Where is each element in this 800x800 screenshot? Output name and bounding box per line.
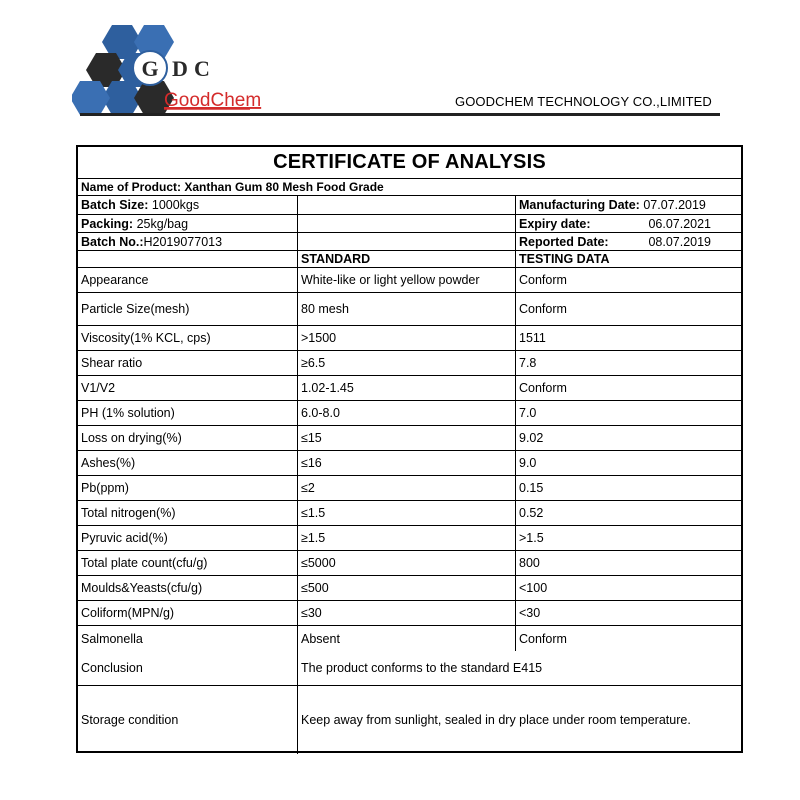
result-cell: 9.0 [519, 456, 537, 470]
item-cell: Ashes(%) [78, 451, 298, 475]
standard-cell: ≤500 [298, 576, 516, 600]
item-cell: Pb(ppm) [78, 476, 298, 500]
conclusion-text: The product conforms to the standard E415 [301, 661, 543, 675]
table-row [78, 376, 741, 401]
table-row [78, 401, 741, 426]
item-cell: Total nitrogen(%) [78, 501, 298, 525]
batch-no-label: Batch No.: [81, 234, 144, 249]
table-row [78, 501, 741, 526]
item-cell: Viscosity(1% KCL, cps) [78, 326, 298, 350]
company-logo [72, 20, 262, 115]
packing-value: 25kg/bag [136, 216, 189, 231]
result-cell: >1.5 [519, 531, 544, 545]
logo-letter-d: D [172, 56, 188, 81]
result-rows [78, 268, 741, 651]
meta-row-packing [78, 215, 741, 233]
column-header-row [78, 251, 741, 268]
empty-cell [298, 215, 516, 232]
storage-text: Keep away from sunlight, sealed in dry place under room temperature. [301, 713, 691, 727]
result-cell: 7.0 [519, 406, 537, 420]
table-row [78, 326, 741, 351]
standard-cell: ≥6.5 [298, 351, 516, 375]
batch-size-value: 1000kgs [151, 198, 200, 212]
table-row [78, 576, 741, 601]
hexagon-logo-icon [72, 20, 262, 115]
meta-row-batch-no [78, 233, 741, 251]
result-cell: 1511 [519, 331, 546, 345]
result-cell: Conform [519, 381, 567, 395]
empty-cell [298, 233, 516, 250]
table-row [78, 626, 741, 651]
reported-date-value: 08.07.2019 [648, 234, 711, 249]
standard-cell: Absent [298, 626, 516, 651]
company-name: GOODCHEM TECHNOLOGY CO.,LIMITED [455, 94, 712, 109]
packing-label: Packing: [81, 216, 134, 231]
standard-header: STANDARD [298, 251, 516, 267]
batch-size-cell [78, 196, 298, 214]
table-row [78, 526, 741, 551]
item-cell: Salmonella [78, 626, 298, 651]
product-name: Name of Product: Xanthan Gum 80 Mesh Food Grade [81, 180, 384, 194]
testing-data-header: TESTING DATA [519, 252, 610, 266]
batch-no-cell [78, 233, 298, 250]
result-cell: 0.52 [519, 506, 544, 520]
table-row [78, 426, 741, 451]
logo-letter-c: C [194, 56, 210, 81]
standard-cell: White-like or light yellow powder [298, 268, 516, 292]
standard-cell: ≤15 [298, 426, 516, 450]
standard-cell: ≤1.5 [298, 501, 516, 525]
header-divider [80, 113, 720, 116]
table-row [78, 551, 741, 576]
empty-header-cell [78, 251, 298, 267]
item-cell: V1/V2 [78, 376, 298, 400]
certificate-title: CERTIFICATE OF ANALYSIS [273, 151, 546, 173]
result-cell: 9.02 [519, 431, 544, 445]
batch-no-value: H2019077013 [143, 234, 223, 249]
table-row [78, 351, 741, 376]
batch-size-label: Batch Size: [81, 198, 149, 212]
reported-date-label: Reported Date: [519, 234, 609, 249]
logo-letter-g: G [141, 56, 159, 81]
result-cell: 800 [519, 556, 540, 570]
item-cell: Moulds&Yeasts(cfu/g) [78, 576, 298, 600]
manufacturing-date-label: Manufacturing Date: [519, 198, 640, 212]
item-cell: Loss on drying(%) [78, 426, 298, 450]
item-cell: Shear ratio [78, 351, 298, 375]
packing-cell [78, 215, 298, 232]
table-row [78, 268, 741, 293]
conclusion-label: Conclusion [78, 651, 298, 685]
standard-cell: ≥1.5 [298, 526, 516, 550]
expiry-date-value: 06.07.2021 [648, 216, 711, 231]
result-cell: Conform [519, 273, 567, 287]
item-cell: Coliform(MPN/g) [78, 601, 298, 625]
title-row [78, 147, 741, 179]
expiry-date-cell [516, 215, 741, 232]
standard-cell: 80 mesh [298, 293, 516, 325]
standard-cell: >1500 [298, 326, 516, 350]
item-cell: Pyruvic acid(%) [78, 526, 298, 550]
standard-cell: ≤30 [298, 601, 516, 625]
storage-label: Storage condition [78, 686, 298, 754]
standard-cell: 1.02-1.45 [298, 376, 516, 400]
table-row [78, 451, 741, 476]
expiry-date-label: Expiry date: [519, 216, 591, 231]
reported-date-cell [516, 233, 741, 250]
logo-brand-text: GoodChem [164, 90, 262, 111]
result-cell: Conform [519, 302, 567, 316]
result-cell: <100 [519, 581, 548, 595]
item-cell: Appearance [78, 268, 298, 292]
standard-cell: ≤5000 [298, 551, 516, 575]
table-row [78, 601, 741, 626]
certificate-table [76, 145, 743, 753]
conclusion-row [78, 651, 741, 686]
empty-cell [298, 196, 516, 214]
storage-row [78, 686, 741, 754]
standard-cell: ≤2 [298, 476, 516, 500]
standard-cell: ≤16 [298, 451, 516, 475]
table-row [78, 293, 741, 326]
meta-row-batch-size [78, 196, 741, 215]
standard-cell: 6.0-8.0 [298, 401, 516, 425]
result-cell: <30 [519, 606, 541, 620]
product-row [78, 179, 741, 196]
manufacturing-date-cell [516, 196, 741, 214]
result-cell: 0.15 [519, 481, 544, 495]
result-cell: Conform [519, 631, 567, 646]
table-row [78, 476, 741, 501]
item-cell: Total plate count(cfu/g) [78, 551, 298, 575]
result-cell: 7.8 [519, 356, 537, 370]
item-cell: PH (1% solution) [78, 401, 298, 425]
item-cell: Particle Size(mesh) [78, 293, 298, 325]
manufacturing-date-value: 07.07.2019 [643, 198, 706, 212]
